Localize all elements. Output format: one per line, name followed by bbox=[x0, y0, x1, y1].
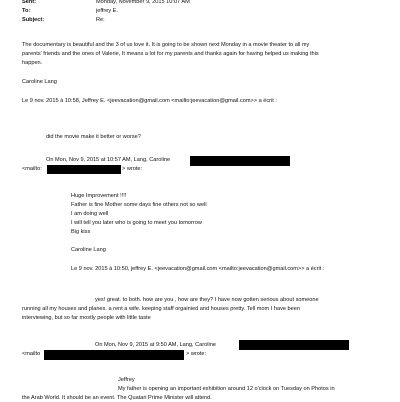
message-line: Father is fine Mother some days fine others not so well bbox=[71, 202, 207, 208]
redaction-bar bbox=[239, 340, 349, 350]
reply-header: <mailto bbox=[22, 351, 41, 357]
quote-header: Le 9 nov. 2015 à 10:50, jeffrey E. <jeevacation@gmail.com <mailto:jeevacation@gmail.com>> a écrit : bbox=[71, 266, 325, 272]
body-paragraph-line: happen. bbox=[22, 60, 43, 66]
subject-value: Re: bbox=[96, 17, 105, 23]
redaction-bar bbox=[47, 165, 121, 174]
message-line: yes! great. to both. how are you , how are they? I have now gotten serious about someone bbox=[95, 297, 319, 303]
redaction-bar bbox=[44, 350, 184, 360]
message-line: running all my houses and planes. a rent a wife. keeping staff orgainied and houses pretty. Tell mom I have been bbox=[22, 306, 300, 312]
signature: Caroline Lang bbox=[22, 79, 57, 85]
body-paragraph-line: parents' friends and the ones of Valerie, It means a lot for my parents and thanks again for having helped us making this bbox=[22, 51, 319, 57]
to-value: jeffrey E. bbox=[96, 8, 118, 14]
message-line: interviewing, but so far mostly people with little taste bbox=[22, 315, 151, 321]
message-line: I will tell you later who is going to meet you tomorrow bbox=[71, 220, 202, 226]
message-line: Huge Improvement !!!! bbox=[71, 193, 127, 199]
reply-header: On Mon, Nov 9, 2015 at 10:57 AM, Lang, Caroline bbox=[46, 157, 171, 163]
quoted-question: did the movie make it better or worse? bbox=[46, 134, 141, 140]
sent-label: Sent: bbox=[22, 0, 36, 5]
redaction-bar bbox=[190, 156, 290, 166]
reply-header: > wrote: bbox=[186, 351, 207, 357]
quote-header: Le 9 nov. 2015 à 10:58, Jeffrey E. <jeevacation@gmail.com <mailto:jeevacation@gmail.com>> a écrit : bbox=[22, 98, 277, 104]
subject-label: Subject: bbox=[22, 17, 45, 23]
reply-header: On Mon, Nov 9, 2015 at 9:50 AM, Lang, Caroline bbox=[95, 342, 216, 348]
message-line: Big kiss bbox=[71, 229, 91, 235]
signature: Caroline Lang bbox=[71, 247, 106, 253]
message-line: My father is opening an important exhibition around 12 o'clock on Tuesday on Photos in bbox=[118, 386, 335, 392]
reply-header: <mailto: bbox=[22, 166, 42, 172]
message-line: I am doing well bbox=[71, 211, 109, 217]
body-paragraph-line: The documentary is beautiful and the 3 of us love it. It is going to be shown next Monday in a movie theater to all my bbox=[22, 42, 310, 48]
message-line: the Arab World. It should be an event. The Quatari Prime Minister will attend. bbox=[22, 395, 212, 401]
message-line: Jeffrey bbox=[118, 377, 135, 383]
to-label: To: bbox=[22, 8, 31, 14]
sent-value: Monday, November 9, 2015 10:07 AM bbox=[96, 0, 190, 5]
reply-header: > wrote: bbox=[122, 166, 143, 172]
